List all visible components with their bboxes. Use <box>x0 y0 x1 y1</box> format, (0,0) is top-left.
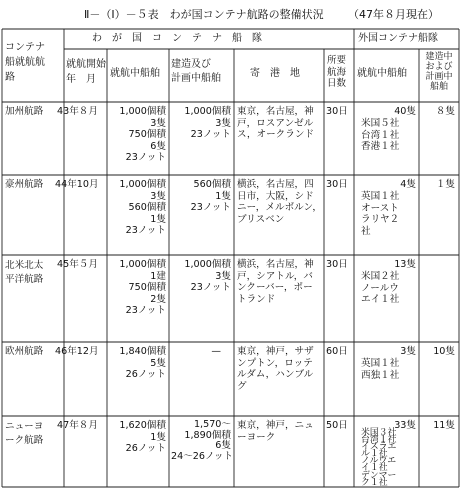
route-cell: 加州航路 <box>5 106 44 117</box>
route-cell: 欧州航路 <box>5 346 44 357</box>
ports-cell: 横浜，名古屋，四 日市，大阪，シド ニー，メルボルン， ブリスベン <box>237 179 322 225</box>
header-operating: 就航中船舶 <box>110 68 160 79</box>
days-cell: 30日 <box>326 106 348 117</box>
days-cell: 50日 <box>326 420 348 431</box>
header-route: コンテナ 船就航航 路 <box>5 42 45 83</box>
foreign-count-cell: 4隻 <box>400 179 416 190</box>
foreign-count-cell: 3隻 <box>400 346 416 357</box>
foreign-detail-cell: 米国５社 台湾１社 香港１社 <box>361 118 400 152</box>
ports-cell: 東京，神戸，サザ ンプトン，ロッテ ルダム，ハンブル グ <box>237 346 314 392</box>
start-cell: 47年８月 <box>57 420 98 431</box>
days-cell: 30日 <box>326 259 348 270</box>
foreign-detail-cell: 英国１社 オースト ラリヤ２ 社 <box>361 191 400 237</box>
days-cell: 30日 <box>326 179 348 190</box>
start-cell: 43年８月 <box>57 106 98 117</box>
table-title: Ⅱ－（Ⅰ）－５表 わが国コンテナ航路の整備状況 <box>84 8 324 21</box>
header-start: 就航開始 年 月 <box>66 59 106 85</box>
start-cell: 44年10月 <box>55 179 99 190</box>
start-cell: 46年12月 <box>55 346 99 357</box>
foreign-count-cell: 33隻 <box>394 420 416 431</box>
header-days: 所要 航海 日数 <box>327 55 347 89</box>
route-cell: 豪州航路 <box>5 179 44 190</box>
building-cell: — <box>211 346 221 357</box>
operating-cell: 1,000個積 1建 750個積 2隻 23ノット <box>119 259 166 316</box>
foreign-count-cell: 13隻 <box>394 259 416 270</box>
operating-cell: 1,000個積 3隻 750個積 6隻 23ノット <box>119 106 166 163</box>
days-cell: 60日 <box>326 346 348 357</box>
as-of-date: （47年８月現在） <box>348 8 439 21</box>
foreign-detail-cell: 米国３社 台湾１社 イスラエ ル１社 ノルウエ イ１社 デンマー ク１社 <box>361 428 397 488</box>
building-cell: 1,000個積 3隻 23ノット <box>184 259 231 293</box>
header-building: 建造及び 計画中船舶 <box>171 59 221 84</box>
header-foreign-fleet: 外国コンテナ船隊 <box>358 33 438 44</box>
ports-cell: 横浜，名古屋，神 戸，シアトル，バ ンクーバー，ポー トランド <box>237 259 314 305</box>
ports-cell: 東京，神戸，ニュ ーヨーク <box>237 420 314 443</box>
start-cell: 45年５月 <box>57 259 98 270</box>
ports-cell: 東京，名古屋，神 戸，ロスアンゼル ス，オークランド <box>237 106 315 140</box>
operating-cell: 1,840個積 5隻 26ノット <box>119 346 166 380</box>
building-cell: 560個積 1隻 23ノット <box>190 179 231 213</box>
foreign-detail-cell: 英国１社 西独１社 <box>361 358 400 381</box>
foreign-detail-cell: 米国２社 ノールウ エイ１社 <box>361 271 400 305</box>
operating-cell: 1,000個積 3隻 560個積 1隻 23ノット <box>119 179 166 236</box>
route-cell: ニューヨ ーク航路 <box>5 421 44 446</box>
header-foreign-operating: 就航中船舶 <box>357 68 407 79</box>
building-cell: 1,000個積 3隻 23ノット <box>184 106 231 140</box>
header-japan-fleet: わ が 国 コ ン テ ナ 船 隊 <box>92 33 262 44</box>
foreign-building-cell: 10隻 <box>433 346 455 357</box>
foreign-building-cell: 11隻 <box>433 420 455 431</box>
header-ports: 寄 港 地 <box>250 68 300 79</box>
foreign-count-cell: 40隻 <box>394 106 416 117</box>
header-foreign-building: 建造中および計画中船舶 <box>425 52 453 92</box>
route-cell: 北米北太 平洋航路 <box>5 260 44 285</box>
foreign-building-cell: ８隻 <box>435 106 455 117</box>
operating-cell: 1,620個積 1隻 26ノット <box>119 420 166 454</box>
foreign-building-cell: １隻 <box>435 179 455 190</box>
building-cell: 1,570～ 1,890個積 6隻 24～26ノット <box>171 419 234 462</box>
